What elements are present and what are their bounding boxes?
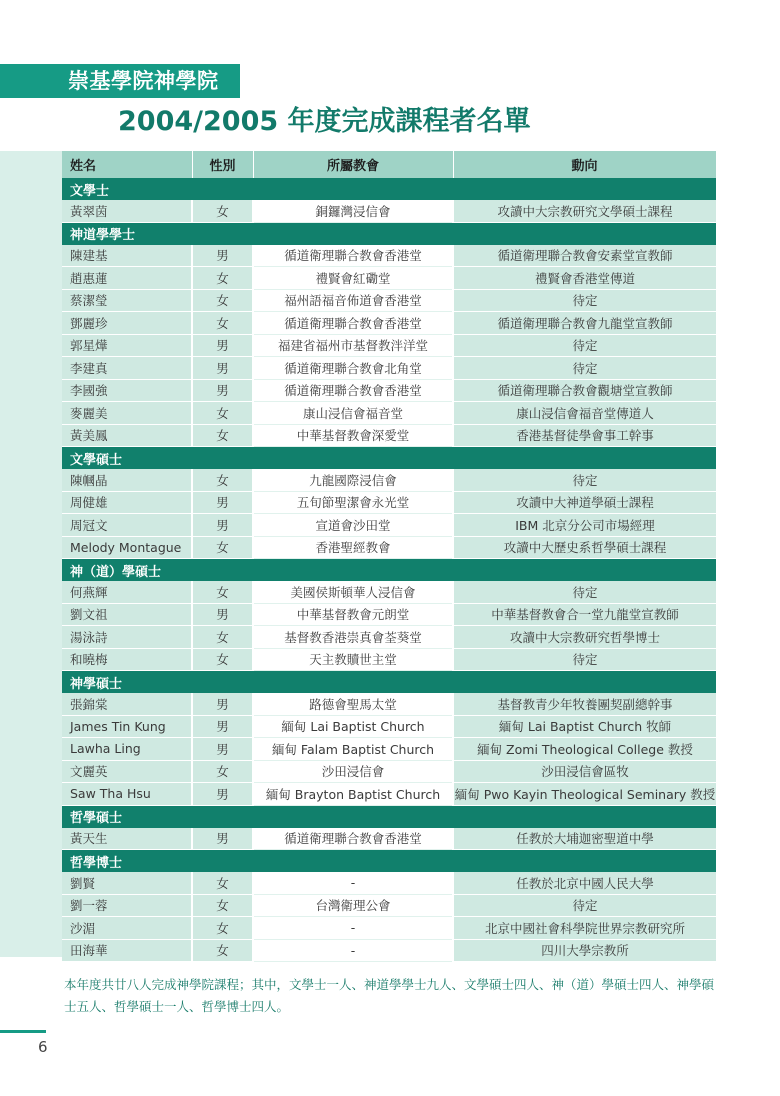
cell-church: 禮賢會紅磡堂 xyxy=(253,267,453,290)
cell-destination: 攻讀中大宗教研究文學碩士課程 xyxy=(453,200,716,222)
table-row xyxy=(62,267,716,290)
cell-name: James Tin Kung xyxy=(62,715,192,738)
cell-name: 郭星燁 xyxy=(62,334,192,357)
table-row xyxy=(62,783,716,806)
cell-gender: 女 xyxy=(192,200,253,222)
cell-destination: 沙田浸信會區牧 xyxy=(453,760,716,783)
table-row xyxy=(62,357,716,380)
category-label: 文學士 xyxy=(62,178,716,200)
category-label: 神學碩士 xyxy=(62,671,716,694)
table-row xyxy=(62,581,716,603)
cell-destination: 待定 xyxy=(453,289,716,312)
cell-church: 沙田浸信會 xyxy=(253,760,453,783)
cell-church: 美國侯斯頓華人浸信會 xyxy=(253,581,453,603)
table-row xyxy=(62,200,716,222)
cell-name: 文麗英 xyxy=(62,760,192,783)
table-row xyxy=(62,491,716,514)
cell-name: 蔡潔瑩 xyxy=(62,289,192,312)
cell-destination: 北京中國社會科學院世界宗教研究所 xyxy=(453,917,716,940)
table-row xyxy=(62,693,716,715)
cell-church: 福建省福州市基督教泮洋堂 xyxy=(253,334,453,357)
column-header-church: 所屬教會 xyxy=(253,151,453,178)
cell-gender: 男 xyxy=(192,738,253,761)
table-row xyxy=(62,939,716,962)
cell-church: 台灣衛理公會 xyxy=(253,894,453,917)
graduates-table xyxy=(62,151,717,962)
cell-name: 黃天生 xyxy=(62,828,192,850)
column-header-gender: 性別 xyxy=(192,151,253,178)
cell-destination: 基督教青少年牧養團契副總幹事 xyxy=(453,693,716,715)
table-header-row xyxy=(62,151,716,178)
cell-name: 趙惠蓮 xyxy=(62,267,192,290)
cell-church: 中華基督教會深愛堂 xyxy=(253,424,453,447)
table-row xyxy=(62,536,716,559)
cell-church: 路德會聖馬太堂 xyxy=(253,693,453,715)
cell-gender: 女 xyxy=(192,267,253,290)
cell-gender: 女 xyxy=(192,402,253,425)
cell-church: 緬甸 Lai Baptist Church xyxy=(253,715,453,738)
cell-church: - xyxy=(253,917,453,940)
cell-destination: 循道衛理聯合教會觀塘堂宣教師 xyxy=(453,379,716,402)
column-header-destination: 動向 xyxy=(453,151,716,178)
cell-name: Saw Tha Hsu xyxy=(62,783,192,806)
cell-gender: 女 xyxy=(192,760,253,783)
cell-name: 陳幗晶 xyxy=(62,469,192,491)
column-header-name: 姓名 xyxy=(62,151,192,178)
cell-church: 康山浸信會福音堂 xyxy=(253,402,453,425)
cell-gender: 男 xyxy=(192,491,253,514)
cell-destination: IBM 北京分公司市場經理 xyxy=(453,514,716,537)
cell-church: 循道衛理聯合教會香港堂 xyxy=(253,379,453,402)
cell-church: 循道衛理聯合教會香港堂 xyxy=(253,828,453,850)
cell-gender: 男 xyxy=(192,715,253,738)
category-label: 哲學博士 xyxy=(62,850,716,873)
page-number: 6 xyxy=(38,1038,48,1056)
cell-church: - xyxy=(253,872,453,894)
cell-destination: 香港基督徒學會事工幹事 xyxy=(453,424,716,447)
cell-church: 香港聖經教會 xyxy=(253,536,453,559)
category-row xyxy=(62,671,716,694)
cell-gender: 男 xyxy=(192,603,253,626)
table-row xyxy=(62,402,716,425)
school-name: 崇基學院神學院 xyxy=(68,69,219,93)
cell-gender: 男 xyxy=(192,514,253,537)
cell-name: 周冠文 xyxy=(62,514,192,537)
cell-destination: 緬甸 Lai Baptist Church 牧師 xyxy=(453,715,716,738)
cell-destination: 循道衛理聯合教會九龍堂宣教師 xyxy=(453,312,716,335)
table-row xyxy=(62,828,716,850)
cell-gender: 女 xyxy=(192,939,253,962)
cell-name: Lawha Ling xyxy=(62,738,192,761)
category-label: 神（道）學碩士 xyxy=(62,559,716,582)
cell-name: 黃美鳳 xyxy=(62,424,192,447)
cell-destination: 待定 xyxy=(453,581,716,603)
cell-destination: 緬甸 Pwo Kayin Theological Seminary 教授 xyxy=(453,783,716,806)
category-label: 文學碩士 xyxy=(62,447,716,470)
category-row xyxy=(62,178,716,200)
table-row xyxy=(62,424,716,447)
category-row xyxy=(62,850,716,873)
page-title: 2004/2005 年度完成課程者名單 xyxy=(118,106,531,137)
cell-name: 張錦棠 xyxy=(62,693,192,715)
cell-destination: 待定 xyxy=(453,357,716,380)
table-row xyxy=(62,760,716,783)
category-label: 哲學碩士 xyxy=(62,805,716,828)
table-row xyxy=(62,626,716,649)
table-row xyxy=(62,715,716,738)
cell-gender: 男 xyxy=(192,693,253,715)
cell-name: 劉賢 xyxy=(62,872,192,894)
cell-name: Melody Montague xyxy=(62,536,192,559)
category-row xyxy=(62,447,716,470)
category-label: 神道學學士 xyxy=(62,222,716,245)
cell-destination: 待定 xyxy=(453,648,716,671)
cell-name: 何燕輝 xyxy=(62,581,192,603)
cell-destination: 循道衛理聯合教會安素堂宣教師 xyxy=(453,245,716,267)
cell-name: 李國強 xyxy=(62,379,192,402)
cell-destination: 禮賢會香港堂傳道 xyxy=(453,267,716,290)
cell-destination: 緬甸 Zomi Theological College 教授 xyxy=(453,738,716,761)
cell-gender: 女 xyxy=(192,289,253,312)
table-row xyxy=(62,312,716,335)
cell-gender: 女 xyxy=(192,648,253,671)
cell-gender: 男 xyxy=(192,334,253,357)
cell-destination: 攻讀中大神道學碩士課程 xyxy=(453,491,716,514)
cell-name: 李建真 xyxy=(62,357,192,380)
category-row xyxy=(62,222,716,245)
cell-destination: 四川大學宗教所 xyxy=(453,939,716,962)
cell-gender: 男 xyxy=(192,828,253,850)
cell-church: - xyxy=(253,939,453,962)
cell-church: 銅鑼灣浸信會 xyxy=(253,200,453,222)
side-band xyxy=(0,151,62,957)
cell-destination: 康山浸信會福音堂傳道人 xyxy=(453,402,716,425)
cell-church: 緬甸 Brayton Baptist Church xyxy=(253,783,453,806)
cell-name: 和曉梅 xyxy=(62,648,192,671)
table-row xyxy=(62,245,716,267)
table-row xyxy=(62,738,716,761)
cell-church: 中華基督教會元朗堂 xyxy=(253,603,453,626)
table-row xyxy=(62,379,716,402)
table-row xyxy=(62,872,716,894)
cell-church: 福州語福音佈道會香港堂 xyxy=(253,289,453,312)
cell-gender: 男 xyxy=(192,357,253,380)
page-number-rule xyxy=(0,1030,46,1033)
cell-gender: 男 xyxy=(192,783,253,806)
cell-destination: 待定 xyxy=(453,334,716,357)
cell-gender: 女 xyxy=(192,872,253,894)
table-row xyxy=(62,894,716,917)
cell-gender: 女 xyxy=(192,536,253,559)
cell-destination: 攻讀中大歷史系哲學碩士課程 xyxy=(453,536,716,559)
table-row xyxy=(62,648,716,671)
cell-name: 劉文祖 xyxy=(62,603,192,626)
cell-destination: 任教於北京中國人民大學 xyxy=(453,872,716,894)
cell-gender: 女 xyxy=(192,917,253,940)
table-row xyxy=(62,289,716,312)
cell-gender: 女 xyxy=(192,424,253,447)
cell-destination: 攻讀中大宗教研究哲學博士 xyxy=(453,626,716,649)
cell-church: 循道衛理聯合教會北角堂 xyxy=(253,357,453,380)
table-row xyxy=(62,603,716,626)
table-row xyxy=(62,514,716,537)
cell-name: 周健雄 xyxy=(62,491,192,514)
cell-name: 沙湄 xyxy=(62,917,192,940)
cell-church: 循道衛理聯合教會香港堂 xyxy=(253,245,453,267)
table-row xyxy=(62,334,716,357)
cell-name: 黃翠茵 xyxy=(62,200,192,222)
category-row xyxy=(62,805,716,828)
cell-destination: 待定 xyxy=(453,469,716,491)
cell-name: 陳建基 xyxy=(62,245,192,267)
cell-gender: 女 xyxy=(192,894,253,917)
category-row xyxy=(62,559,716,582)
cell-name: 鄧麗珍 xyxy=(62,312,192,335)
table-row xyxy=(62,917,716,940)
cell-church: 九龍國際浸信會 xyxy=(253,469,453,491)
cell-church: 基督教香港崇真會荃葵堂 xyxy=(253,626,453,649)
summary-footnote: 本年度共廿八人完成神學院課程；其中，文學士一人、神道學學士九人、文學碩士四人、神（道）學碩士四人、神學碩士五人、哲學碩士一人、哲學博士四人。 xyxy=(64,977,715,1014)
cell-church: 循道衛理聯合教會香港堂 xyxy=(253,312,453,335)
cell-church: 緬甸 Falam Baptist Church xyxy=(253,738,453,761)
cell-church: 宣道會沙田堂 xyxy=(253,514,453,537)
cell-name: 劉一蓉 xyxy=(62,894,192,917)
cell-gender: 男 xyxy=(192,245,253,267)
cell-destination: 任教於大埔迦密聖道中學 xyxy=(453,828,716,850)
cell-gender: 女 xyxy=(192,626,253,649)
cell-destination: 中華基督教會合一堂九龍堂宣教師 xyxy=(453,603,716,626)
cell-name: 湯泳詩 xyxy=(62,626,192,649)
cell-gender: 女 xyxy=(192,312,253,335)
cell-destination: 待定 xyxy=(453,894,716,917)
cell-gender: 女 xyxy=(192,581,253,603)
cell-church: 天主教贖世主堂 xyxy=(253,648,453,671)
cell-name: 田海華 xyxy=(62,939,192,962)
table-row xyxy=(62,469,716,491)
cell-gender: 女 xyxy=(192,469,253,491)
table-body xyxy=(62,178,716,962)
cell-church: 五旬節聖潔會永光堂 xyxy=(253,491,453,514)
cell-gender: 男 xyxy=(192,379,253,402)
cell-name: 麥麗美 xyxy=(62,402,192,425)
